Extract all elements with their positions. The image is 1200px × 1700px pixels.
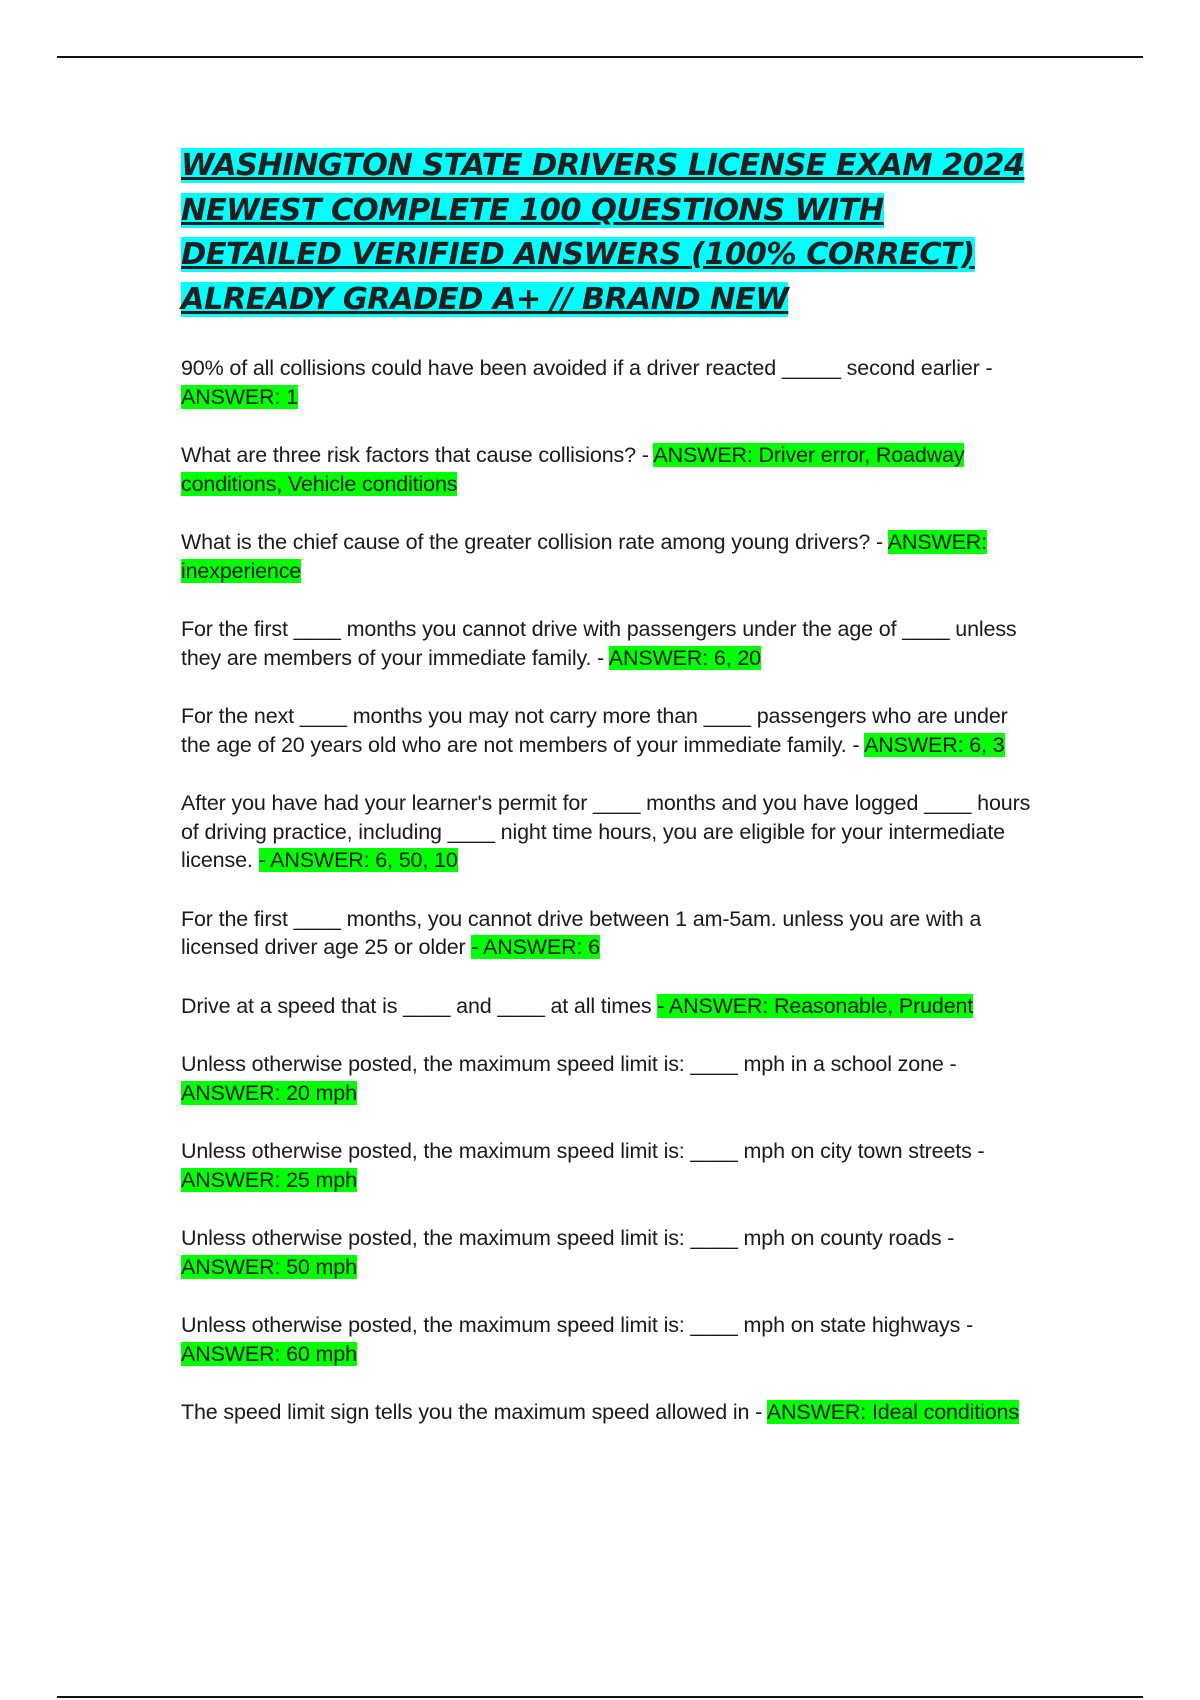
question-text: Unless otherwise posted, the maximum speed limit is: ____ mph in a school zone - bbox=[181, 1052, 957, 1076]
answer-text: ANSWER: 6, 3 bbox=[864, 732, 1005, 757]
qa-item bbox=[181, 1050, 1031, 1107]
answer-text: ANSWER: 1 bbox=[181, 384, 298, 409]
question-text: What are three risk factors that cause collisions? - bbox=[181, 443, 654, 467]
qa-item bbox=[181, 1137, 1031, 1194]
question-text: Drive at a speed that is ____ and ____ at all times bbox=[181, 993, 658, 1018]
qa-item bbox=[181, 1311, 1031, 1368]
answer-text: - ANSWER: Reasonable, Prudent bbox=[657, 993, 974, 1018]
answer-text: ANSWER: 6, 20 bbox=[608, 645, 761, 670]
qa-item bbox=[181, 528, 1031, 585]
document-title-text: WASHINGTON STATE DRIVERS LICENSE EXAM 2024 NEWEST COMPLETE 100 QUESTIONS WITH DETAILED VERIFIED ANSWERS (100% CORRECT) ALREADY GRADED A+ // BRAND NEW bbox=[181, 148, 1025, 317]
page-bottom-rule bbox=[57, 1696, 1143, 1698]
qa-item bbox=[181, 615, 1031, 672]
question-text: After you have had your learner's permit for ____ months and you have logged ____ hours of driving practice, including ____ night time hours, you are eligible for your intermediate license. bbox=[181, 791, 1031, 872]
answer-text: ANSWER: 20 mph bbox=[181, 1080, 357, 1105]
qa-item bbox=[181, 1224, 1031, 1281]
question-text: Unless otherwise posted, the maximum speed limit is: ____ mph on city town streets - bbox=[181, 1139, 985, 1163]
qa-item bbox=[181, 992, 1031, 1021]
question-text: The speed limit sign tells you the maximum speed allowed in - bbox=[181, 1400, 767, 1424]
page-top-rule bbox=[57, 56, 1143, 58]
qa-item bbox=[181, 905, 1031, 962]
question-text: 90% of all collisions could have been avoided if a driver reacted _____ second earlier - bbox=[181, 356, 993, 380]
document-title bbox=[181, 144, 1031, 322]
answer-text: ANSWER: Driver error, Roadway conditions, Vehicle conditions bbox=[181, 443, 965, 496]
question-text: For the first ____ months you cannot drive with passengers under the age of ____ unless they are members of your immediate family. - bbox=[181, 617, 1017, 670]
question-text: Unless otherwise posted, the maximum speed limit is: ____ mph on state highways - bbox=[181, 1313, 974, 1337]
answer-text: ANSWER: 60 mph bbox=[181, 1341, 357, 1366]
answer-text: - ANSWER: 6, 50, 10 bbox=[258, 848, 458, 872]
answer-text: - ANSWER: 6 bbox=[471, 935, 600, 959]
qa-item bbox=[181, 1398, 1031, 1427]
question-text: What is the chief cause of the greater collision rate among young drivers? - bbox=[181, 530, 888, 554]
question-text: Unless otherwise posted, the maximum speed limit is: ____ mph on county roads - bbox=[181, 1226, 955, 1250]
answer-text: ANSWER: 25 mph bbox=[181, 1167, 357, 1192]
answer-text: ANSWER: inexperience bbox=[181, 530, 987, 583]
question-text: For the next ____ months you may not carry more than ____ passengers who are under the age of 20 years old who are not members of your immediate family. - bbox=[181, 704, 1008, 757]
qa-item bbox=[181, 702, 1031, 759]
qa-item bbox=[181, 441, 1031, 498]
qa-item bbox=[181, 354, 1031, 411]
answer-text: ANSWER: 50 mph bbox=[181, 1254, 357, 1279]
question-text: For the first ____ months, you cannot drive between 1 am-5am. unless you are with a licensed driver age 25 or older bbox=[181, 906, 982, 959]
qa-item bbox=[181, 789, 1031, 875]
answer-text: ANSWER: Ideal conditions bbox=[766, 1400, 1019, 1424]
document-body bbox=[181, 144, 1031, 1457]
